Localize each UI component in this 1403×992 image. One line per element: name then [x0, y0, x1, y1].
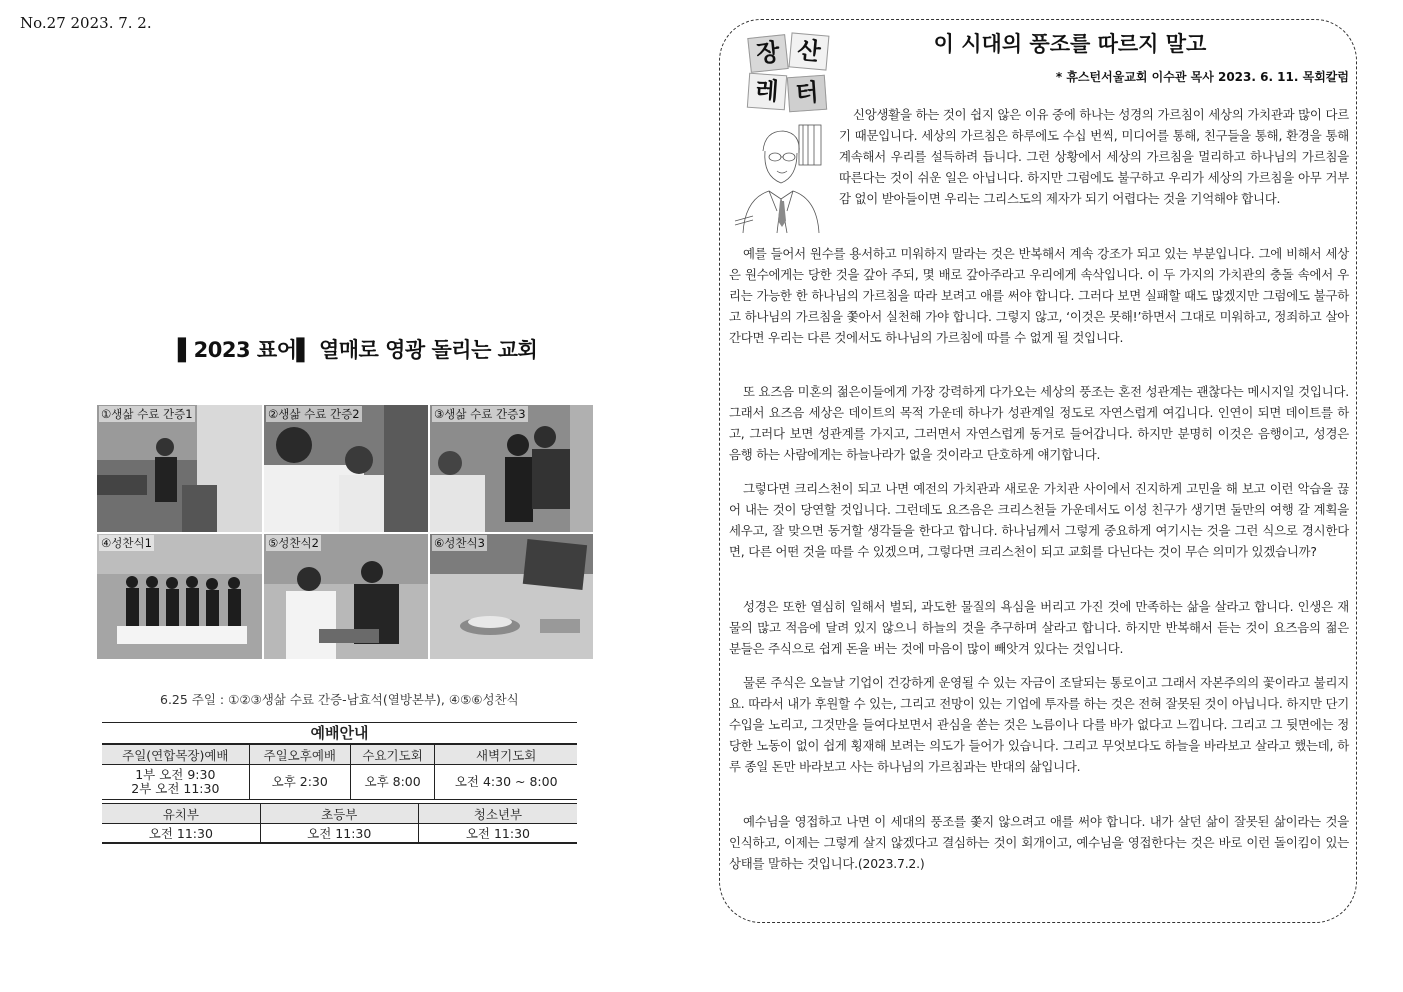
photo-caption: ②생삶 수료 간증2: [268, 407, 360, 421]
letter-paragraph: 물론 주식은 오늘날 기업이 건강하게 운영될 수 있는 자금이 조달되는 통로이고 그래서 자본주의의 꽃이라고 불리지요. 따라서 내가 후원할 수 있는, 그리고 전망이 있는 기업에 투자를 하는 것은 전혀 잘못된 것이 아닙니다. 하지만 단기 수입을 노리고, 그것만을 들여다보면서 관심을 쏟는 것은 노름이나 다를 바가 없다고 느낍니다. 그리고 그 뒷면에는 정당한 노동이 없이 쉽게 횡재해 보려는 의도가 들어가 있습니다. 그리고 무엇보다도 하늘을 바라보고 살라고 했는데, 하루 종일 돈만 바라보고 사는 하나님의 가르침과는 반대의 삶입니다.: [729, 675, 1349, 774]
schedule-cell-dawn: 오전 4:30 ~ 8:00: [435, 765, 577, 800]
schedule-header: 주일(연합목장)예배: [102, 745, 249, 765]
letter-paragraph: 예를 들어서 원수를 용서하고 미워하지 말라는 것은 반복해서 계속 강조가 되고 있는 부분입니다. 그에 비해서 세상은 원수에게는 당한 것을 갚아 주되, 몇 배로 갚아주라고 우리에게 속삭입니다. 이 두 가지의 가치관의 충돌 속에서 우리는 가능한 한 하나님의 가르침을 따라 보려고 애를 써야 합니다. 그러다 보면 실패할 때도 많겠지만 그럼에도 불구하고 하나님의 가르침을 쫓아서 실천해 가야 합니다. 그렇지 않고, ‘이것은 못해!’하면서 그대로 미워하고, 정죄하고 살아간다면 우리는 다른 것에서도 하나님의 가르침에 따를 수 없게 될 것입니다.: [729, 246, 1349, 345]
schedule-cell-sunday: [102, 765, 249, 800]
photo-image: [430, 534, 593, 659]
photo-caption-line: 6.25 주일 : ①②③생삶 수료 간증-남효석(열방본부), ④⑤⑥성찬식: [160, 692, 519, 707]
photo-communion-2: [264, 534, 428, 659]
schedule-header: 새벽기도회: [435, 745, 577, 765]
column-badge: [746, 34, 830, 112]
worship-schedule: [102, 722, 577, 844]
photo-testimony-3: [430, 405, 593, 532]
issue-number: No.27 2023. 7. 2.: [20, 14, 152, 32]
badge-tile: 장: [747, 34, 788, 73]
schedule-header: 수요기도회: [350, 745, 435, 765]
sunday-service-1: 1부 오전 9:30: [135, 767, 216, 782]
pastor-portrait-illustration: [733, 121, 827, 233]
dept-header: 청소년부: [418, 804, 577, 824]
photo-image: [264, 405, 428, 532]
letter-byline: * 휴스턴서울교회 이수관 목사 2023. 6. 11. 목회칼럼: [1055, 70, 1349, 84]
badge-tile: 터: [787, 75, 827, 113]
dept-header: 유치부: [102, 804, 260, 824]
schedule-cell-afternoon: 오후 2:30: [249, 765, 350, 800]
church-motto: ▌2023 표어▌ 열매로 영광 돌리는 교회: [178, 338, 538, 362]
letter-paragraph: 신앙생활을 하는 것이 쉽지 않은 이유 중에 하나는 성경의 가르침이 세상의 가치관과 많이 다르기 때문입니다. 세상의 가르침은 하루에도 수십 번씩, 미디어를 통해, 친구들을 통해, 환경을 통해 계속해서 우리를 설득하려 듭니다. 그런 상황에서 세상의 가르침을 멀리하고 하나님의 가르침을 따른다는 것이 쉬운 일은 아닙니다. 하지만 그럼에도 불구하고 우리가 세상의 가르침을 아무 거부감 없이 받아들이면 우리는 그리스도의 제자가 되기 어렵다는 것을 기억해야 합니다.: [839, 107, 1349, 206]
photo-communion-3: [430, 534, 593, 659]
photo-caption: ①생삶 수료 간증1: [101, 407, 193, 421]
photo-testimony-1: [97, 405, 262, 532]
badge-tile: 레: [747, 73, 787, 111]
photo-image: [430, 405, 593, 532]
letter-paragraph: 예수님을 영접하고 나면 이 세대의 풍조를 쫓지 않으려고 애를 써야 합니다. 내가 살던 삶이 잘못된 삶이라는 것을 인식하고, 이제는 그렇게 살지 않겠다고 결심하는 것이 회개이고, 예수님을 영접한다는 것은 바로 이런 돌이킴이 있는 상태를 말하는 것입니다.(2023.7.2.): [729, 814, 1349, 871]
schedule-bottom-rule: [102, 843, 577, 844]
sunday-service-2: 2부 오전 11:30: [131, 781, 220, 796]
schedule-title: 예배안내: [102, 723, 577, 744]
photo-image: [264, 534, 428, 659]
photo-communion-1: [97, 534, 262, 659]
schedule-header: 주일오후예배: [249, 745, 350, 765]
letter-title: 이 시대의 풍조를 따르지 말고: [933, 32, 1207, 56]
schedule-cell-wednesday: 오후 8:00: [350, 765, 435, 800]
photo-caption: ③생삶 수료 간증3: [434, 407, 526, 421]
dept-time: 오전 11:30: [418, 824, 577, 843]
photo-image: [97, 405, 262, 532]
letter-paragraph: 그렇다면 크리스천이 되고 나면 예전의 가치관과 새로운 가치관 사이에서 진지하게 고민을 해 보고 이런 악습을 끊어 내는 것이 당연할 것입니다. 그런데도 요즈음은 크리스천들 가운데서도 이성 친구가 생기면 둘만의 여행 갈 계획을 세우고, 잘 맞으면 동거할 생각들을 한다고 합니다. 하나님께서 그렇게 중요하게 여기시는 것을 그런 식으로 경시한다면, 다른 어떤 것을 따를 수 있겠으며, 그렇다면 크리스천이 되고 교회를 다닌다는 것이 무슨 의미가 있겠습니까?: [729, 481, 1349, 559]
dept-time: 오전 11:30: [260, 824, 418, 843]
letter-paragraph: 또 요즈음 미혼의 젊은이들에게 가장 강력하게 다가오는 세상의 풍조는 혼전 성관계는 괜찮다는 메시지일 것입니다. 그래서 요즈음 세상은 데이트의 목적 가운데 하나가 성관계일 정도로 자연스럽게 여깁니다. 인연이 되면 데이트를 하고, 그러다 보면 성관계를 가지고, 그러면서 자연스럽게 동거로 들어갑니다. 하지만 분명히 이것은 음행이고, 성경은 음행 하는 사람에게는 하늘나라가 없을 것이라고 단호하게 얘기합니다.: [729, 384, 1349, 462]
photo-testimony-2: [264, 405, 428, 532]
photo-image: [97, 534, 262, 659]
badge-tile: 산: [789, 32, 830, 70]
dept-header: 초등부: [260, 804, 418, 824]
dept-time: 오전 11:30: [102, 824, 260, 843]
photo-caption: ⑤성찬식2: [268, 536, 319, 550]
letter-paragraph: 성경은 또한 열심히 일해서 벌되, 과도한 물질의 욕심을 버리고 가진 것에 만족하는 삶을 살라고 합니다. 인생은 재물의 많고 적음에 달려 있지 않으니 하늘의 것을 추구하며 살라고 합니다. 하지만 반복해서 듣는 것이 요즈음의 젊은 분들은 주식으로 쉽게 돈을 버는 것에 마음이 많이 빼앗겨 있다는 것입니다.: [729, 599, 1349, 656]
schedule-table: [102, 744, 577, 800]
photo-caption: ④성찬식1: [101, 536, 152, 550]
photo-caption: ⑥성찬식3: [434, 536, 485, 550]
photo-grid: [97, 405, 595, 659]
department-table: [102, 803, 577, 843]
